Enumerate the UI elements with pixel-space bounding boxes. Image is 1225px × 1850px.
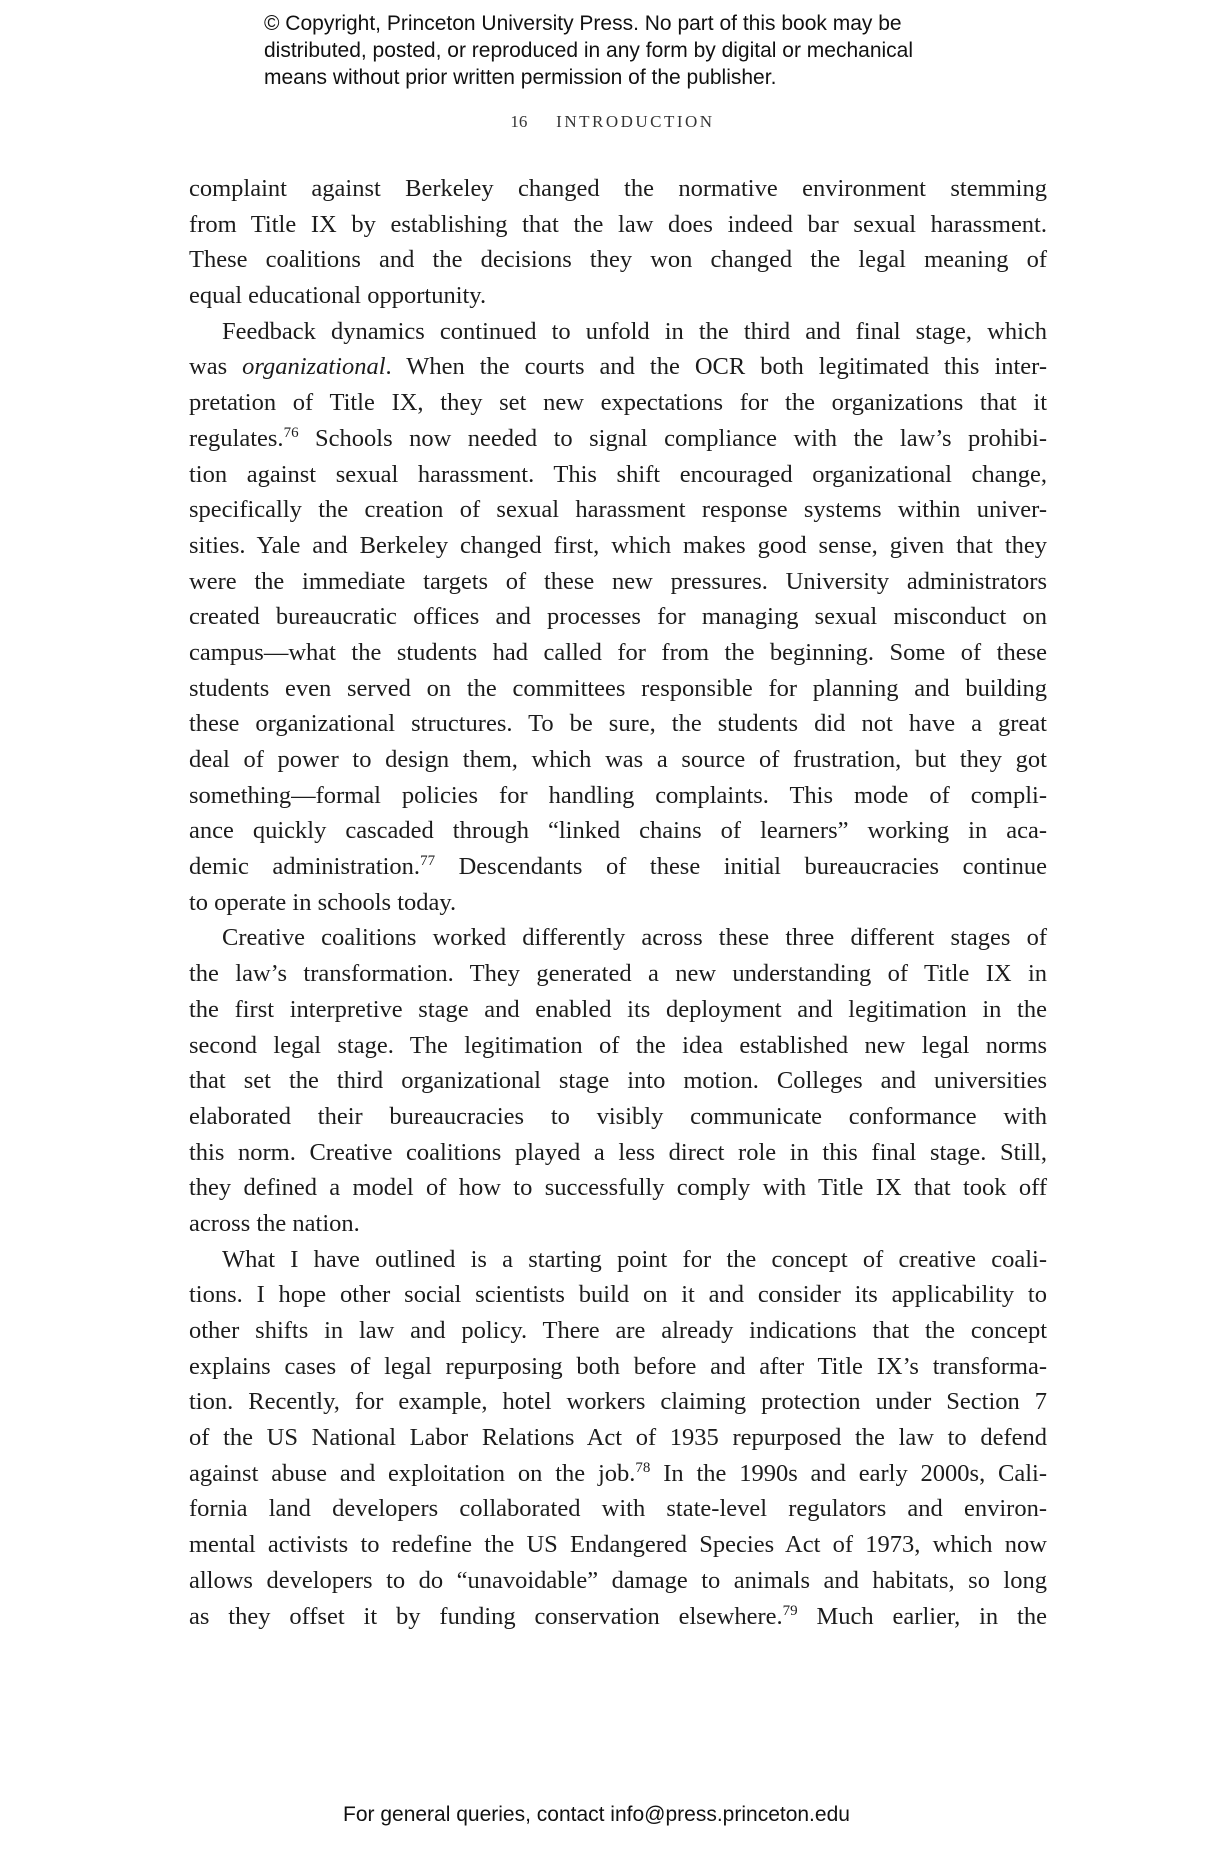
- text-segment: other shifts in law and policy. There are already indications that the concept: [189, 1317, 1047, 1344]
- text-line: [189, 742, 1047, 778]
- text-line: [189, 813, 1047, 849]
- text-line: [189, 1099, 1047, 1135]
- text-segment: complaint against Berkeley changed the normative environment stemming: [189, 175, 1047, 202]
- text-segment: Schools now needed to signal compliance with the law’s prohibi-: [298, 424, 1047, 452]
- text-segment: the law’s transformation. They generated a new understanding of Title IX in: [189, 960, 1047, 988]
- footnote-reference: 76: [283, 424, 299, 441]
- text-line: [189, 1028, 1047, 1064]
- text-line: [189, 492, 1047, 528]
- text-segment: across the nation.: [189, 1209, 360, 1237]
- text-segment: elaborated their bureaucracies to visibly communicate conformance with: [189, 1102, 1047, 1130]
- text-segment: against abuse and exploitation on the job.: [189, 1459, 636, 1487]
- text-segment: equal educational opportunity.: [189, 282, 487, 310]
- text-segment: pretation of Title IX, they set new expectations for the organizations that it: [189, 389, 1047, 417]
- text-segment: regulates.: [189, 424, 284, 452]
- text-segment: demic administration.: [189, 853, 421, 881]
- text-segment: What I have outlined is a starting point for the concept of creative coali-: [222, 1245, 1047, 1273]
- text-segment: tion. Recently, for example, hotel workers claiming protection under Section 7: [189, 1388, 1047, 1416]
- text-segment: explains cases of legal repurposing both before and after Title IX’s transforma-: [189, 1352, 1047, 1380]
- copyright-line: © Copyright, Princeton University Press. No part of this book may be: [264, 12, 902, 35]
- text-segment: Feedback dynamics continued to unfold in the third and final stage, which: [222, 317, 1047, 345]
- text-segment: sities. Yale and Berkeley changed first, which makes good sense, given that they: [189, 531, 1047, 559]
- text-segment: second legal stage. The legitimation of the idea established new legal norms: [189, 1031, 1047, 1059]
- text-segment: of the US National Labor Relations Act of 1935 repurposed the law to defend: [189, 1424, 1047, 1452]
- text-line: [189, 1063, 1047, 1099]
- text-line: [189, 278, 1047, 314]
- text-line: [189, 242, 1047, 278]
- footnote-reference: 77: [420, 853, 436, 870]
- text-segment: was: [189, 353, 243, 381]
- text-segment: Creative coalitions worked differently across these three different stages of: [222, 924, 1047, 952]
- italic-text: organizational: [242, 353, 386, 381]
- text-line: [189, 599, 1047, 635]
- text-segment: In the 1990s and early 2000s, Cali-: [650, 1459, 1047, 1487]
- text-line: [189, 1384, 1047, 1420]
- text-line: [189, 885, 1047, 921]
- text-line: [189, 1599, 1047, 1635]
- text-segment: These coalitions and the decisions they won changed the legal meaning of: [189, 246, 1047, 274]
- text-segment: these organizational structures. To be sure, the students did not have a great: [189, 710, 1047, 738]
- text-segment: tions. I hope other social scientists build on it and consider its applicability to: [189, 1281, 1047, 1309]
- text-segment: specifically the creation of sexual harassment response systems within univer-: [189, 496, 1047, 524]
- text-line: [189, 1563, 1047, 1599]
- copyright-notice: [264, 10, 913, 91]
- text-segment: allows developers to do “unavoidable” damage to animals and habitats, so long: [189, 1566, 1047, 1594]
- text-line: [189, 671, 1047, 707]
- text-line: [189, 1206, 1047, 1242]
- page-number: 16: [510, 112, 528, 131]
- text-segment: Descendants of these initial bureaucracies continue: [435, 853, 1047, 881]
- text-line: [189, 171, 1047, 207]
- text-line: [189, 1349, 1047, 1385]
- text-line: [189, 1135, 1047, 1171]
- text-segment: ance quickly cascaded through “linked chains of learners” working in aca-: [189, 817, 1047, 845]
- text-segment: they defined a model of how to successfully comply with Title IX that took off: [189, 1174, 1047, 1202]
- footnote-reference: 79: [782, 1602, 798, 1619]
- footnote-reference: 78: [635, 1459, 651, 1476]
- text-line: [189, 1170, 1047, 1206]
- body-text: [189, 171, 1047, 1634]
- text-line: [189, 421, 1047, 457]
- text-line: [189, 1242, 1047, 1278]
- footer-contact: For general queries, contact info@press.princeton.edu: [343, 1803, 850, 1826]
- text-segment: something—formal policies for handling complaints. This mode of compli-: [189, 781, 1047, 809]
- text-segment: that set the third organizational stage into motion. Colleges and universities: [189, 1067, 1047, 1095]
- text-segment: . When the courts and the OCR both legitimated this inter-: [385, 353, 1048, 381]
- text-line: [189, 314, 1047, 350]
- text-line: [189, 1491, 1047, 1527]
- text-line: [189, 635, 1047, 671]
- text-segment: the first interpretive stage and enabled its deployment and legitimation in the: [189, 995, 1047, 1023]
- text-segment: tion against sexual harassment. This shift encouraged organizational change,: [189, 460, 1047, 488]
- text-segment: students even served on the committees responsible for planning and building: [189, 674, 1047, 702]
- text-line: [189, 564, 1047, 600]
- text-line: [189, 956, 1047, 992]
- text-segment: to operate in schools today.: [189, 888, 457, 916]
- text-segment: this norm. Creative coalitions played a less direct role in this final stage. Still,: [189, 1138, 1047, 1166]
- text-segment: Much earlier, in the: [797, 1602, 1047, 1630]
- text-line: [189, 207, 1047, 243]
- text-line: [189, 385, 1047, 421]
- text-line: [189, 1456, 1047, 1492]
- chapter-title: INTRODUCTION: [556, 112, 715, 131]
- text-segment: were the immediate targets of these new pressures. University administrators: [189, 567, 1047, 595]
- text-line: [189, 1313, 1047, 1349]
- text-line: [189, 920, 1047, 956]
- text-line: [189, 849, 1047, 885]
- text-segment: campus—what the students had called for from the beginning. Some of these: [189, 638, 1047, 666]
- copyright-line: means without prior written permission of the publisher.: [264, 66, 777, 89]
- text-line: [189, 1527, 1047, 1563]
- text-line: [189, 778, 1047, 814]
- text-segment: mental activists to redefine the US Endangered Species Act of 1973, which now: [189, 1531, 1047, 1559]
- copyright-line: distributed, posted, or reproduced in any form by digital or mechanical: [264, 39, 914, 62]
- text-line: [189, 457, 1047, 493]
- text-line: [189, 528, 1047, 564]
- text-segment: fornia land developers collaborated with state-level regulators and environ-: [189, 1495, 1047, 1523]
- text-segment: deal of power to design them, which was a source of frustration, but they got: [189, 746, 1047, 773]
- running-head: [0, 112, 1225, 132]
- text-line: [189, 1277, 1047, 1313]
- text-line: [189, 706, 1047, 742]
- text-line: [189, 349, 1047, 385]
- text-segment: created bureaucratic offices and processes for managing sexual misconduct on: [189, 603, 1047, 631]
- text-line: [189, 1420, 1047, 1456]
- text-segment: as they offset it by funding conservation elsewhere.: [189, 1602, 783, 1630]
- text-segment: from Title IX by establishing that the law does indeed bar sexual harassment.: [189, 210, 1047, 238]
- text-line: [189, 992, 1047, 1028]
